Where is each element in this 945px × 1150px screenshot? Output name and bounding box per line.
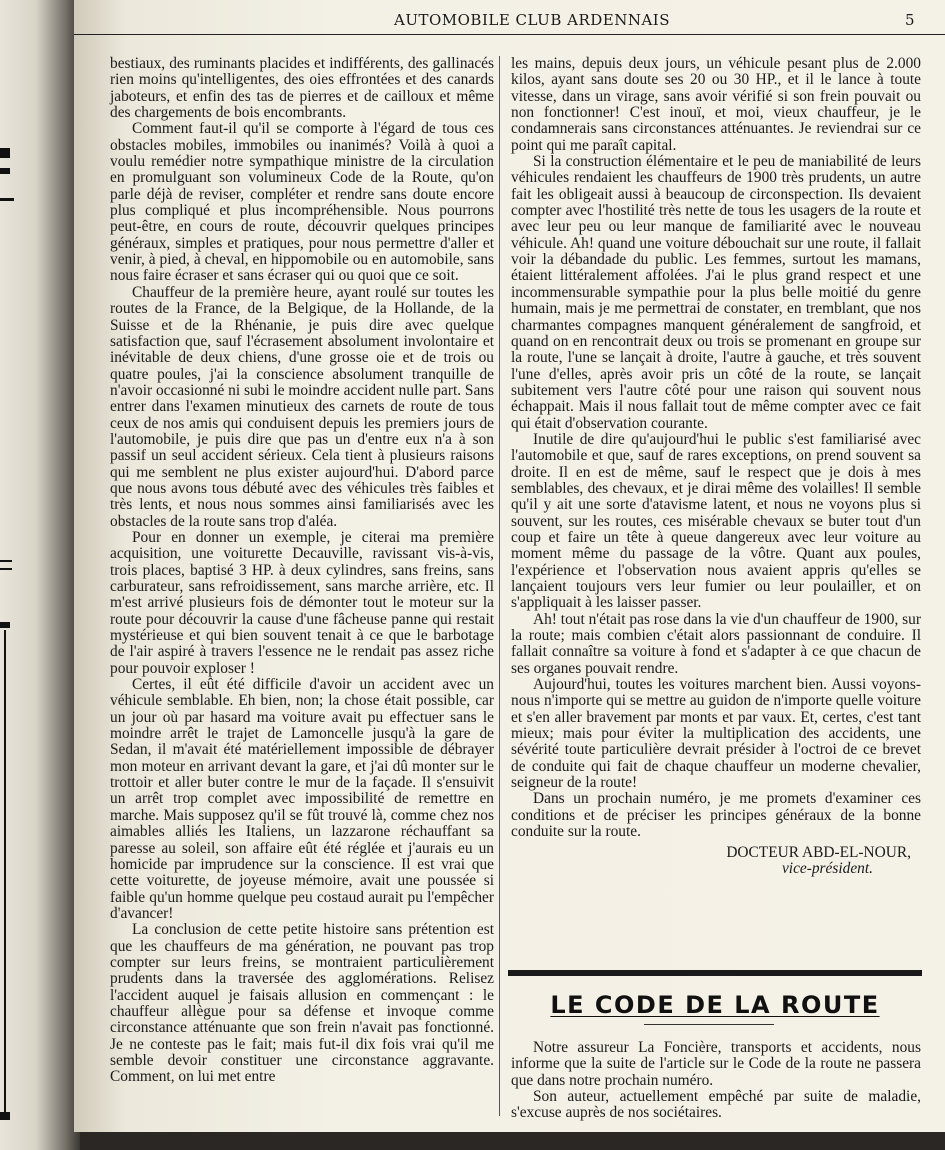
title-underline: [644, 1024, 774, 1025]
previous-page-edge: [0, 0, 80, 1150]
paragraph: Dans un prochain numéro, je me promets d'examiner ces conditions et de préciser les principes généraux de la bonne conduite sur la route.: [511, 790, 921, 841]
section-rule: [508, 970, 922, 976]
margin-mark: [0, 1112, 10, 1120]
page-number: 5: [904, 11, 915, 29]
margin-mark: [0, 622, 10, 628]
paragraph: Pour en donner un exemple, je citerai ma première acquisition, une voiturette Decauville, ravissant vis-à-vis, trois places, baptisé 3 HP. à deux cylindres, sans freins, sans carburateur, sans refroidissement, sans marche arrière, etc. Il m'est arrivé plusieurs fois de démonter tout le moteur sur la route pour découvrir la cause d'une fâcheuse panne qui restait mystérieuse et qui bien souvent tenait à ce que le barbotage de l'air aspiré à travers l'essence ne le rendait pas assez riche pour pouvoir exploser !: [110, 528, 494, 677]
page-header: [74, 6, 945, 35]
right-column: [511, 56, 921, 877]
signature: [511, 845, 921, 878]
section-title: LE CODE DE LA ROUTE: [550, 991, 880, 1019]
paragraph: Comment faut-il qu'il se comporte à l'égard de tous ces obstacles mobiles, immobiles ou inanimés? Voilà à quoi a voulu remédier notre sympathique ministre de la circulation en promulguant son volumineux Code de la Route, qu'on parle déjà de reviser, compléter et rendre sans doute encore plus compliqué et plus incompréhensible. Nous pourrons peut-être, en cours de route, découvrir quelques principes généraux, simples et pratiques, pour nous permettre d'aller et venir, à pied, à cheval, en hippomobile ou en automobile, sans nous faire écraser et sans écraser qui ou quoi que ce soit.: [110, 120, 494, 285]
paragraph: Si la construction élémentaire et le peu de maniabilité de leurs véhicules rendaient les chauffeurs de 1900 très prudents, un autre fait les obligeait aussi à beaucoup de circonspection. Ils devaient compter avec l'hostilité très nette de tous les usagers de la route et avec leur peu ou leur manque de familiarité avec le nouveau véhicule. Ah! quand une voiture débouchait sur une route, il fallait voir la débandade du public. Les femmes, surtout les mamans, étaient littéralement affolées. J'ai le plus grand respect et une incommensurable sympathie pour la plus belle moitié du genre humain, mais je me permettrai de constater, en tremblant, que nos charmantes compagnes manquent généralement de sangfroid, et quand on en rencontrait deux ou trois se promenant en groupe sur la route, l'une se lançait à droite, l'autre à gauche, et très souvent l'une d'elles, après avoir pris un côté de la route, se lançait subitement vers l'autre côté pour une raison qui souvent nous échappait. Mais il nous fallait tout de même compter avec ce fait qui était d'observation courante.: [511, 153, 921, 432]
margin-mark: [0, 148, 10, 158]
paragraph: La conclusion de cette petite histoire sans prétention est que les chauffeurs de ma génération, ne pouvant pas trop compter sur leurs freins, se montraient particulièrement prudents dans la traversée des agglomérations. Relisez l'accident auquel je faisais allusion en commençant : le chauffeur allègue pour sa défense et invoque comme circonstance atténuante que son frein n'avait pas fonctionné. Je ne conteste pas le fait; mais fut-il dix fois vrai qu'il me semble devoir constituer une circonstance aggravante. Comment, on lui met entre: [110, 921, 494, 1086]
author-name: DOCTEUR ABD-EL-NOUR,: [726, 843, 911, 861]
code-section-body: [511, 1040, 921, 1122]
author-role: vice-président.: [781, 859, 873, 877]
paragraph: Inutile de dire qu'aujourd'hui le public s'est familiarisé avec l'automobile et que, sauf de rares exceptions, on prend souvent sa droite. Il en est de même, sauf le respect que je dois à mes semblables, des chevaux, et je dirai même des volailles! Il semble qu'il y ait une sorte d'atavisme latent, et nous ne voyons plus si souvent, sur les routes, ces misérable chevaux se buter tout d'un coup et faire un tête à queue dangereux avec leur voiture au moment même du passage de la vôtre. Quant aux poules, l'expérience et l'observation nous avaient appris qu'elles se lançaient toujours vers leur fumier ou leur poulailler, et on s'appliquait à les laisser passer.: [511, 430, 921, 612]
column-divider: [499, 56, 500, 1116]
paragraph: Notre assureur La Foncière, transports et accidents, nous informe que la suite de l'article sur le Code de la route ne passera que dans notre prochain numéro.: [511, 1039, 921, 1089]
margin-mark: [0, 568, 12, 570]
margin-mark: [4, 630, 6, 1116]
paragraph: les mains, depuis deux jours, un véhicule pesant plus de 2.000 kilos, ayant sans doute ses 20 ou 30 HP., et il le lance à toute vitesse, dans un virage, sans avoir vérifié si son frein pouvait ou non fonctionner! C'est inouï, et moi, vieux chauffeur, je le condamnerais sans circonstances atténuantes. Je reviendrai sur ce point qui me paraît capital.: [511, 55, 921, 154]
running-title: AUTOMOBILE CLUB ARDENNAIS: [394, 11, 670, 29]
margin-mark: [0, 198, 14, 201]
paragraph: Certes, il eût été difficile d'avoir un accident avec un véhicule semblable. Eh bien, non; la chose était possible, car un jour où par hasard ma voiture avait pu effectuer sans le moindre arrêt le trajet de Lamoncelle jusqu'à la gare de Sedan, il m'avait été matériellement impossible de débrayer mon moteur en arrivant devant la gare, et j'ai dû monter sur le trottoir et aller buter contre le mur de la façade. Il s'ensuivit un arrêt trop complet avec impossibilité de remettre en marche. Mais supposez qu'il se fût trouvé là, comme chez nos aimables alliés les Italiens, un lazzarone réchauffant sa paresse au soleil, son affaire eût été réglée et j'aurais eu un homicide par imprudence sur la conscience. Il est vrai que cette voiturette, de joyeuse mémoire, avait une poussée si faible qu'un homme quelque peu costaud aurait pu l'empêcher d'avancer!: [110, 676, 494, 922]
document-page: [74, 0, 945, 1132]
margin-mark: [0, 168, 10, 174]
paragraph: Chauffeur de la première heure, ayant roulé sur toutes les routes de la France, de la Belgique, de la Hollande, de la Suisse et de la Rhénanie, je puis dire avec quelque satisfaction que, sauf l'écrasement absolument involontaire et inévitable de deux chiens, d'une grosse oie et de trois ou quatre poules, j'ai la conscience absolument tranquille de n'avoir occasionné ni subi le moindre accident nulle part. Sans entrer dans l'examen minutieux des carnets de route de tous ceux de nos amis qui conduisent depuis les premiers jours de l'automobile, je puis dire que pas un d'entre eux n'a à son passif un seul accident sérieux. Cela tient à plusieurs raisons qui me semblent ne plus exister aujourd'hui. D'abord parce que nous avons tous débuté avec des véhicules très faibles et très lents, et nous nous sommes ainsi familiarisés avec les obstacles de la route sans trop d'aléa.: [110, 283, 495, 530]
paragraph: Ah! tout n'était pas rose dans la vie d'un chauffeur de 1900, sur la route; mais combien c'était alors passionnant de conduire. Il fallait connaître sa voiture à fond et s'adapter à ce que chacun de ses organes pouvait rendre.: [511, 610, 921, 677]
paragraph: bestiaux, des ruminants placides et indifférents, des gallinacés rien moins qu'intelligentes, des oies effrontées et des canards jaboteurs, et enfin des tas de pierres et de cailloux et même des chargements de bois encombrants.: [110, 55, 494, 122]
paragraph: Son auteur, actuellement empêché par suite de maladie, s'excuse auprès de nos sociétaires.: [511, 1088, 921, 1122]
paragraph: Aujourd'hui, toutes les voitures marchent bien. Aussi voyons-nous n'importe qui se mettre au guidon de n'importe quelle voiture et s'en aller bravement par monts et par vaux. Et, certes, c'est tant mieux; mais pour éviter la multiplication des accidents, une sévérité toute particulière devrait présider à l'octroi de ce brevet de conduite qui fait de chaque chauffeur un moderne chevalier, seigneur de la route!: [511, 676, 921, 792]
left-column: [110, 56, 494, 1086]
margin-mark: [0, 560, 12, 562]
